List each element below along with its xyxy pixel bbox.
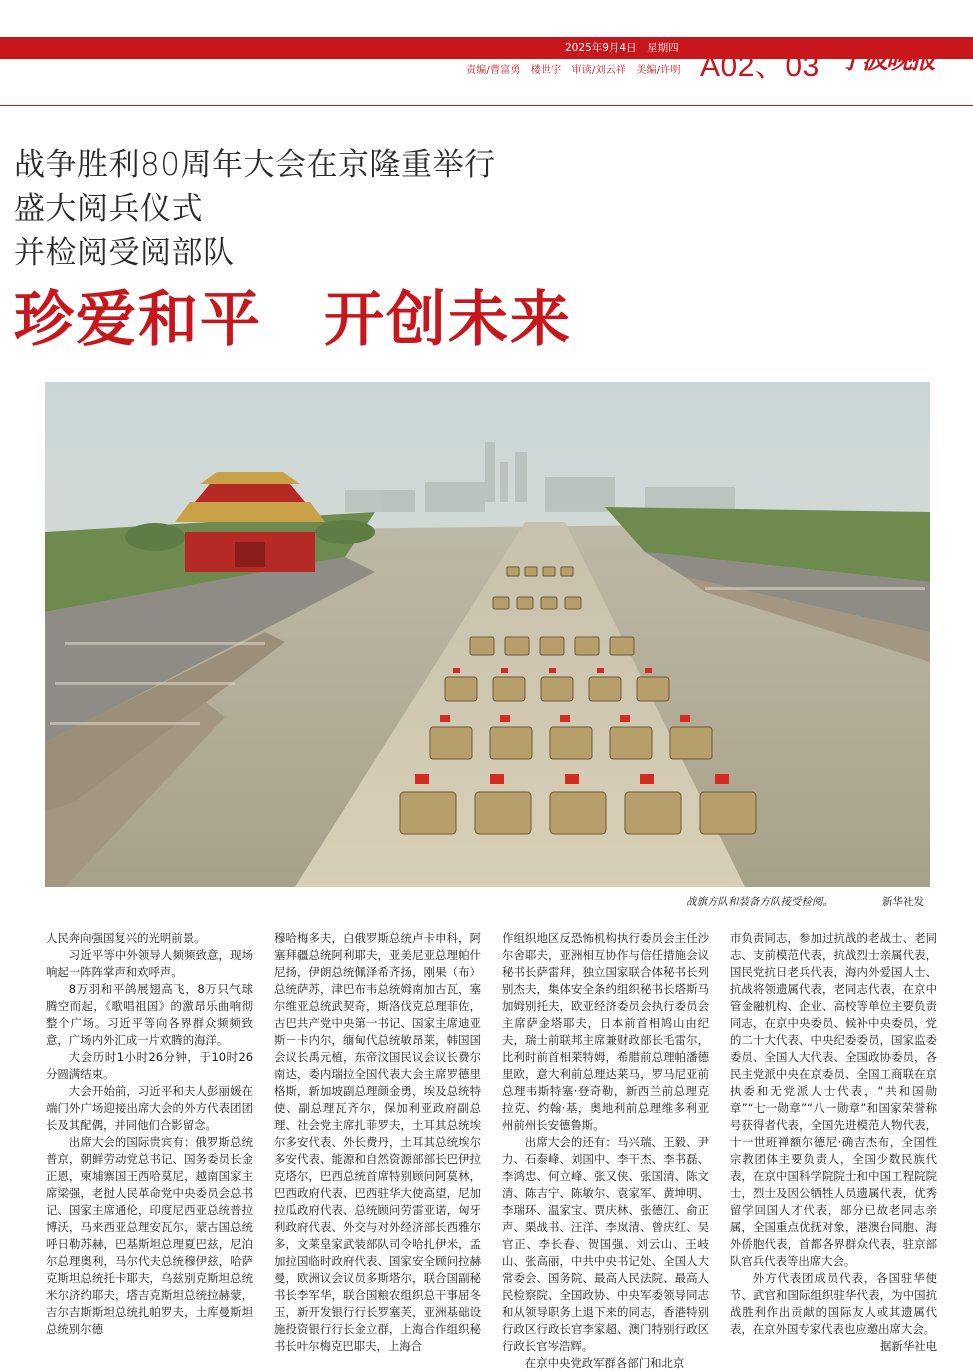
paragraph: 出席大会的还有：马兴瑞、王毅、尹力、石泰峰、刘国中、李干杰、李书磊、李鸿忠、何立峰、张又侠、张国清、陈文清、陈吉宁、陈敏尔、袁家军、黄坤明、李瑞环、温家宝、贾庆林、张德江、俞正声、栗战书、汪洋、李岚清、曾庆红、吴官正、李长春、贺国强、刘云山、王岐山、张高丽，中共中央书记处、全国人大常委会、国务院、最高人民法院、最高人民检察院、全国政协、中央军委领导同志和从领导职务上退下来的同志，香港特别行政区行政长官李家超、澳门特别行政区行政长官岑浩辉。 bbox=[502, 1135, 709, 1353]
article-column-1 bbox=[46, 930, 253, 1338]
paragraph: 外方代表团成员代表，各国驻华使节、武官和国际组织驻华代表，为中国抗战胜利作出贡献的国际友人或其遗属代表，在京外国专家代表也应邀出席大会。 bbox=[730, 1271, 937, 1336]
parade-photo bbox=[45, 382, 930, 887]
issue-date: 2025年9月4日 星期四 bbox=[565, 42, 679, 54]
paragraph: 市负责同志，参加过抗战的老战士、老同志、支前模范代表，抗战烈士亲属代表，国民党抗日老兵代表，海内外爱国人士、抗战将领遗属代表，老同志代表，在京中管金融机构、企业、高校等单位主要负责同志，在京中央委员、候补中央委员，党的二十大代表、中央纪委委员，国家监委委员、全国人大代表、全国政协委员，各民主党派中央在京委员、全国工商联在京执委和无党派人士代表，“共和国勋章”“七一勋章”“八一勋章”和国家荣誉称号获得者代表，全国先进模范人物代表，十一世班禅额尔德尼·确吉杰布，全国性宗教团体主要负责人，全国少数民族代表，在京中国科学院院士和中国工程院院士，烈士及因公牺牲人员遗属代表，优秀留学回国人才代表，部分已故老同志亲属，全国重点优抚对象，港澳台同胞、海外侨胞代表，首都各界群众代表，驻京部队官兵代表等出席大会。 bbox=[730, 931, 937, 1268]
header-divider bbox=[0, 105, 973, 106]
paragraph: 大会开始前，习近平和夫人彭丽媛在端门外广场迎接出席大会的外方代表团团长及其配偶，并同他们合影留念。 bbox=[46, 1084, 253, 1132]
article-column-3 bbox=[502, 930, 709, 1372]
photo-credit: 新华社发 bbox=[882, 896, 924, 908]
paragraph: 在京中央党政军群各部门和北京 bbox=[524, 1356, 685, 1370]
paragraph: 大会历时1小时26分钟，于10时26分圆满结束。 bbox=[46, 1050, 253, 1081]
subheadline-2: 盛大阅兵仪式 bbox=[14, 191, 203, 227]
paragraph: 出席大会的国际贵宾有：俄罗斯总统普京，朝鲜劳动党总书记、国务委员长金正恩，柬埔寨国王西哈莫尼，越南国家主席梁强，老挝人民革命党中央委员会总书记、国家主席通伦，印度尼西亚总统普拉博沃，马来西亚总理安瓦尔，蒙古国总统呼日勒苏赫，巴基斯坦总理夏巴兹，尼泊尔总理奥利，马尔代夫总统穆伊兹，哈萨克斯坦总统托卡耶夫，乌兹别克斯坦总统米尔济约耶夫，塔吉克斯坦总统拉赫蒙，吉尔吉斯斯坦总统扎帕罗夫，土库曼斯坦总统别尔德 bbox=[46, 1135, 253, 1336]
newspaper-logo: 宁波晚报 bbox=[838, 45, 935, 75]
paragraph: 习近平等中外领导人频频致意，现场响起一阵阵掌声和欢呼声。 bbox=[46, 948, 253, 979]
page-number: A02、03 bbox=[700, 50, 820, 83]
subheadline-3: 并检阅受阅部队 bbox=[14, 235, 235, 271]
subheadline-1: 战争胜利80周年大会在京隆重举行 bbox=[14, 147, 496, 183]
article-credit: 据新华社电 bbox=[880, 1339, 937, 1353]
paragraph: 人民奔向强国复兴的光明前景。 bbox=[46, 931, 206, 945]
paragraph: 8万羽和平鸽展翅高飞，8万只气球腾空而起，《歌唱祖国》的激昂乐曲响彻整个广场。习近平等向各界群众频频致意，广场内外汇成一片欢腾的海洋。 bbox=[46, 982, 253, 1047]
main-headline: 珍爱和平 开创未来 bbox=[14, 285, 572, 355]
paragraph: 作组织地区反恐怖机构执行委员会主任沙尔舍耶夫，亚洲相互协作与信任措施会议秘书长萨雷拜，独立国家联合体秘书长列别杰夫，集体安全条约组织秘书长塔斯马加姆别托夫，欧亚经济委员会执行委员会主席萨金塔耶夫，日本前首相鸠山由纪夫，瑞士前联邦主席兼财政部长毛雷尔，比利时前首相莱特姆，希腊前总理帕潘德里欧，意大利前总理达莱马，罗马尼亚前总理韦斯特塞·登奇勒，新西兰前总理克拉克、约翰·基，奥地利前总理维多利亚州前州长安德鲁斯。 bbox=[502, 931, 709, 1132]
article-column-2 bbox=[274, 930, 481, 1355]
editor-credits: 责编/曹富勇 楼世宇 审读/刘云祥 美编/许明 bbox=[466, 65, 681, 76]
paragraph: 穆哈梅多夫，白俄罗斯总统卢卡申科，阿塞拜疆总统阿利耶夫，亚美尼亚总理帕什尼扬，伊朗总统佩泽希齐扬，刚果（布）总统萨苏，津巴布韦总统姆南加古瓦，塞尔维亚总统武契奇，斯洛伐克总理菲佐，古巴共产党中央第一书记、国家主席迪亚斯－卡内尔，缅甸代总统敏昂莱，韩国国会议长禹元植，东帝汶国民议会议长费尔南达，委内瑞拉全国代表大会主席罗德里格斯，新加坡副总理颜金勇，埃及总统特使、副总理瓦齐尔，保加利亚政府副总理、社会党主席扎菲罗夫，土耳其总统埃尔多安代表、外长费丹，土耳其总统埃尔多安代表、能源和自然资源部部长巴伊拉克塔尔，巴西总统首席特别顾问阿莫林，巴西政府代表、巴西驻华大使高望，尼加拉瓜政府代表、总统顾问劳雷亚诺，匈牙利政府代表、外交与对外经济部长西雅尔多，文莱皇家武装部队司令哈扎伊米，孟加拉国临时政府代表、国家安全顾问拉赫曼，欧洲议会议员多斯塔尔，联合国副秘书长李军华，联合国粮农组织总干事屈冬玉，新开发银行行长罗塞芙，亚洲基础设施投资银行行长金立群，上海合作组织秘书长叶尔梅克巴耶夫，上海合 bbox=[274, 931, 481, 1353]
red-header-band bbox=[0, 37, 973, 59]
article-column-4 bbox=[730, 930, 937, 1355]
photo-caption: 战旗方队和装备方队接受检阅。 bbox=[686, 896, 833, 908]
masthead-bar bbox=[0, 37, 973, 105]
